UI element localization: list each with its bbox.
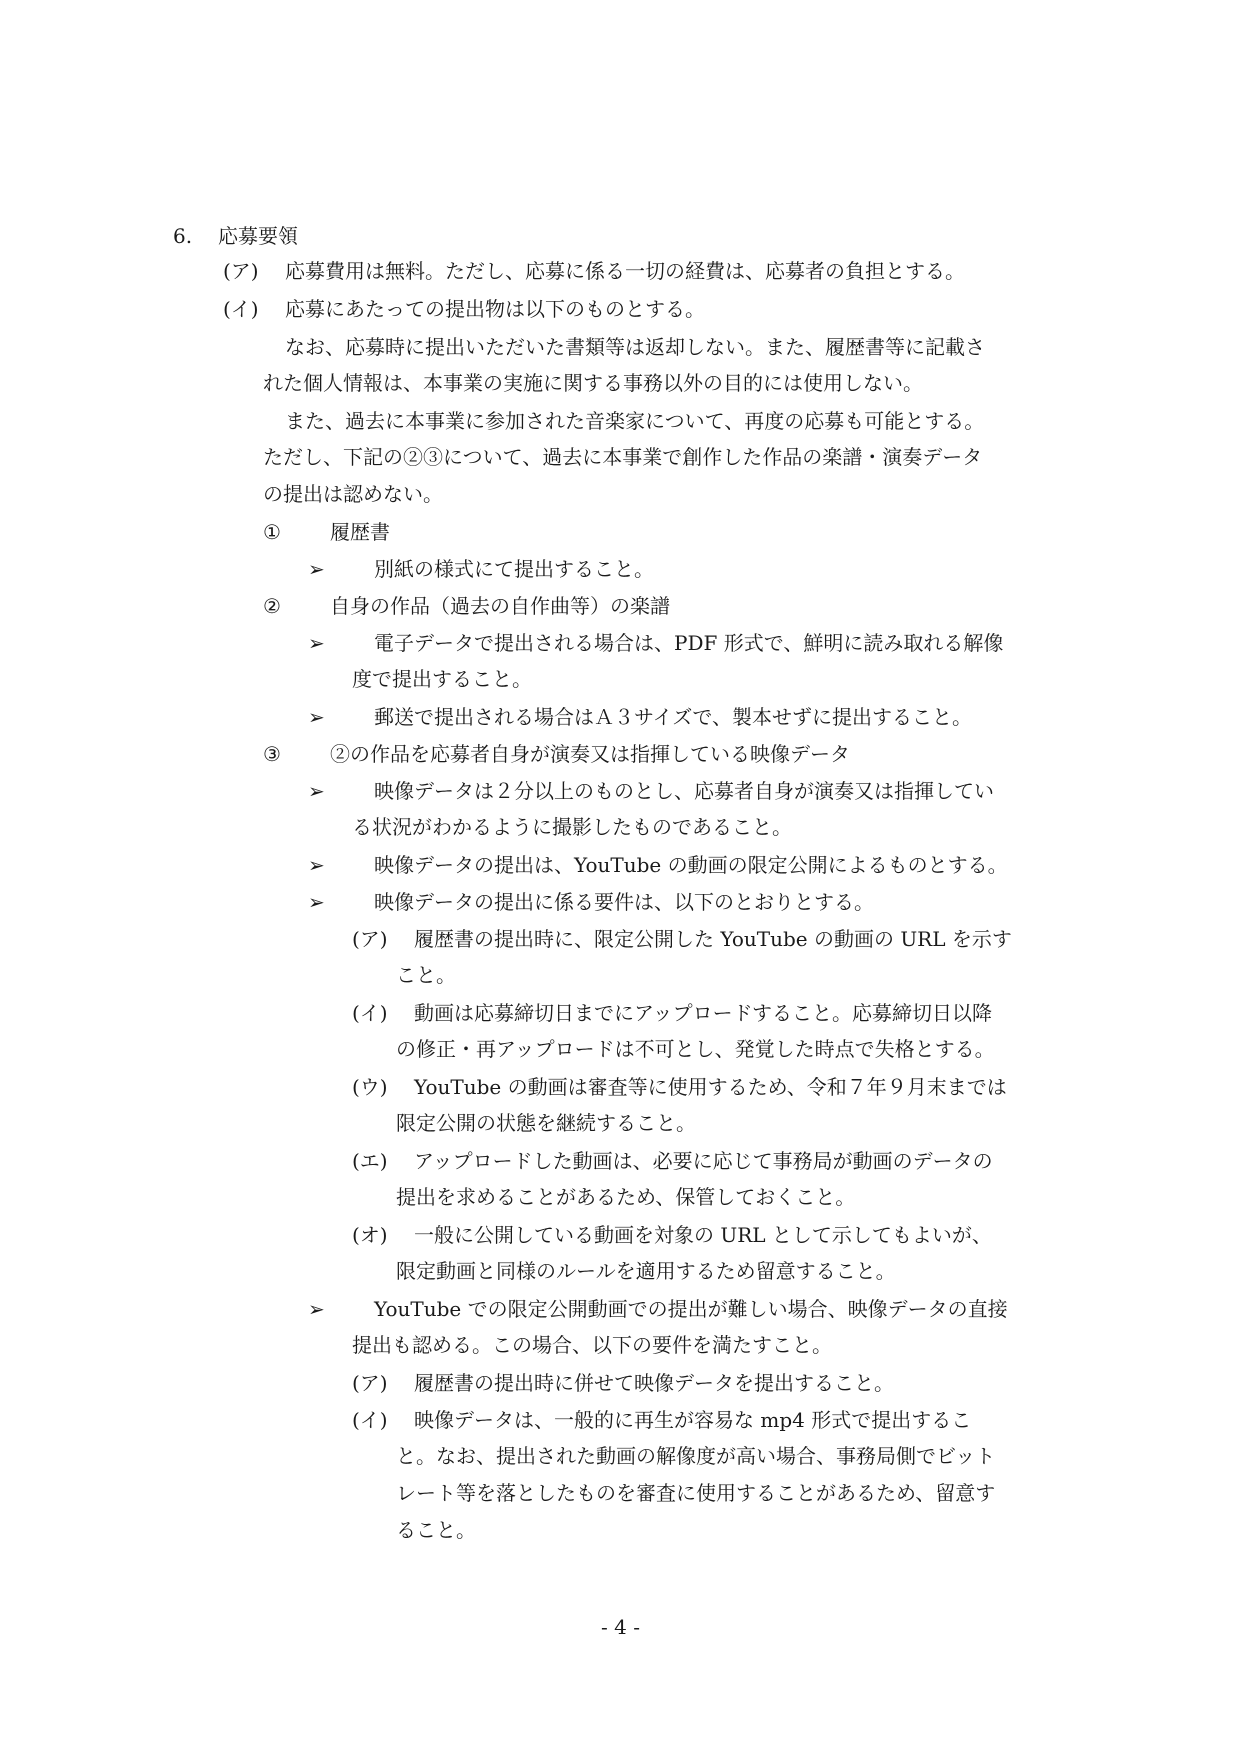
sub1-b1: 別紙の様式にて提出すること。 xyxy=(374,557,654,581)
item-i-marker: (イ) xyxy=(223,297,259,321)
sub2-title: 自身の作品（過去の自作曲等）の楽譜 xyxy=(330,594,670,618)
sub3-b4-line2: 提出も認める。この場合、以下の要件を満たすこと。 xyxy=(352,1333,832,1357)
direct-i-line2: と。なお、提出された動画の解像度が高い場合、事務局側でビット xyxy=(396,1444,996,1468)
sub2-bullet-2: ➢ xyxy=(308,705,325,729)
direct-a-line1: 履歴書の提出時に併せて映像データを提出すること。 xyxy=(414,1371,894,1395)
page-number: - 4 - xyxy=(601,1615,640,1639)
sub3-b1-line2: る状況がわかるように撮影したものであること。 xyxy=(352,815,792,839)
req-a-marker: (ア) xyxy=(352,927,388,951)
sub1-title: 履歴書 xyxy=(330,520,390,544)
sub2-marker: ② xyxy=(263,594,281,618)
item-i-para2-line2: ただし、下記の②③について、過去に本事業で創作した作品の楽譜・演奏データ xyxy=(263,445,983,469)
item-i-para2-line3: の提出は認めない。 xyxy=(263,482,443,506)
direct-i-marker: (イ) xyxy=(352,1408,388,1432)
direct-i-line4: ること。 xyxy=(396,1518,476,1542)
item-i-para2-line1: また、過去に本事業に参加された音楽家について、再度の応募も可能とする。 xyxy=(285,409,985,433)
req-o-marker: (オ) xyxy=(352,1223,388,1247)
item-i-para1-line1: なお、応募時に提出いただいた書類等は返却しない。また、履歴書等に記載さ xyxy=(285,335,985,359)
item-i-para1-line2: れた個人情報は、本事業の実施に関する事務以外の目的には使用しない。 xyxy=(263,371,923,395)
sub2-b2: 郵送で提出される場合はＡ３サイズで、製本せずに提出すること。 xyxy=(374,705,972,729)
item-a-marker: (ア) xyxy=(223,259,259,283)
req-a-line1: 履歴書の提出時に、限定公開した YouTube の動画の URL を示す xyxy=(414,927,1012,951)
section-number: 6. xyxy=(173,224,193,248)
req-o-line2: 限定動画と同様のルールを適用するため留意すること。 xyxy=(396,1259,896,1283)
sub3-b3: 映像データの提出に係る要件は、以下のとおりとする。 xyxy=(374,890,874,914)
req-e-marker: (エ) xyxy=(352,1149,388,1173)
sub1-bullet: ➢ xyxy=(308,557,325,581)
req-u-line2: 限定公開の状態を継続すること。 xyxy=(396,1111,696,1135)
req-a-line2: こと。 xyxy=(396,963,456,987)
req-i-line2: の修正・再アップロードは不可とし、発覚した時点で失格とする。 xyxy=(396,1037,995,1061)
sub3-bullet-4: ➢ xyxy=(308,1297,325,1321)
sub3-b4-line1: YouTube での限定公開動画での提出が難しい場合、映像データの直接 xyxy=(374,1297,1008,1321)
sub2-b1-line2: 度で提出すること。 xyxy=(352,667,532,691)
sub3-title: ②の作品を応募者自身が演奏又は指揮している映像データ xyxy=(330,742,850,766)
req-o-line1: 一般に公開している動画を対象の URL として示してもよいが、 xyxy=(414,1223,992,1247)
direct-i-line1: 映像データは、一般的に再生が容易な mp4 形式で提出するこ xyxy=(414,1408,972,1432)
req-u-line1: YouTube の動画は審査等に使用するため、令和７年９月末までは xyxy=(414,1075,1007,1099)
sub3-bullet-1: ➢ xyxy=(308,779,325,803)
req-i-line1: 動画は応募締切日までにアップロードすること。応募締切日以降 xyxy=(414,1001,992,1025)
req-e-line1: アップロードした動画は、必要に応じて事務局が動画のデータの xyxy=(414,1149,993,1173)
sub3-b2: 映像データの提出は、YouTube の動画の限定公開によるものとする。 xyxy=(374,853,1008,877)
sub1-marker: ① xyxy=(263,520,281,544)
sub2-bullet-1: ➢ xyxy=(308,631,325,655)
sub3-marker: ③ xyxy=(263,742,281,766)
sub3-b1-line1: 映像データは２分以上のものとし、応募者自身が演奏又は指揮してい xyxy=(374,779,994,803)
item-a-text: 応募費用は無料。ただし、応募に係る一切の経費は、応募者の負担とする。 xyxy=(285,259,965,283)
item-i-text: 応募にあたっての提出物は以下のものとする。 xyxy=(285,297,705,321)
sub2-b1-line1: 電子データで提出される場合は、PDF 形式で、鮮明に読み取れる解像 xyxy=(374,631,1004,655)
req-u-marker: (ウ) xyxy=(352,1075,388,1099)
sub3-bullet-3: ➢ xyxy=(308,890,325,914)
req-i-marker: (イ) xyxy=(352,1001,388,1025)
sub3-bullet-2: ➢ xyxy=(308,853,325,877)
section-title: 応募要領 xyxy=(218,224,298,248)
direct-a-marker: (ア) xyxy=(352,1371,388,1395)
req-e-line2: 提出を求めることがあるため、保管しておくこと。 xyxy=(396,1185,856,1209)
direct-i-line3: レート等を落としたものを審査に使用することがあるため、留意す xyxy=(396,1481,996,1505)
